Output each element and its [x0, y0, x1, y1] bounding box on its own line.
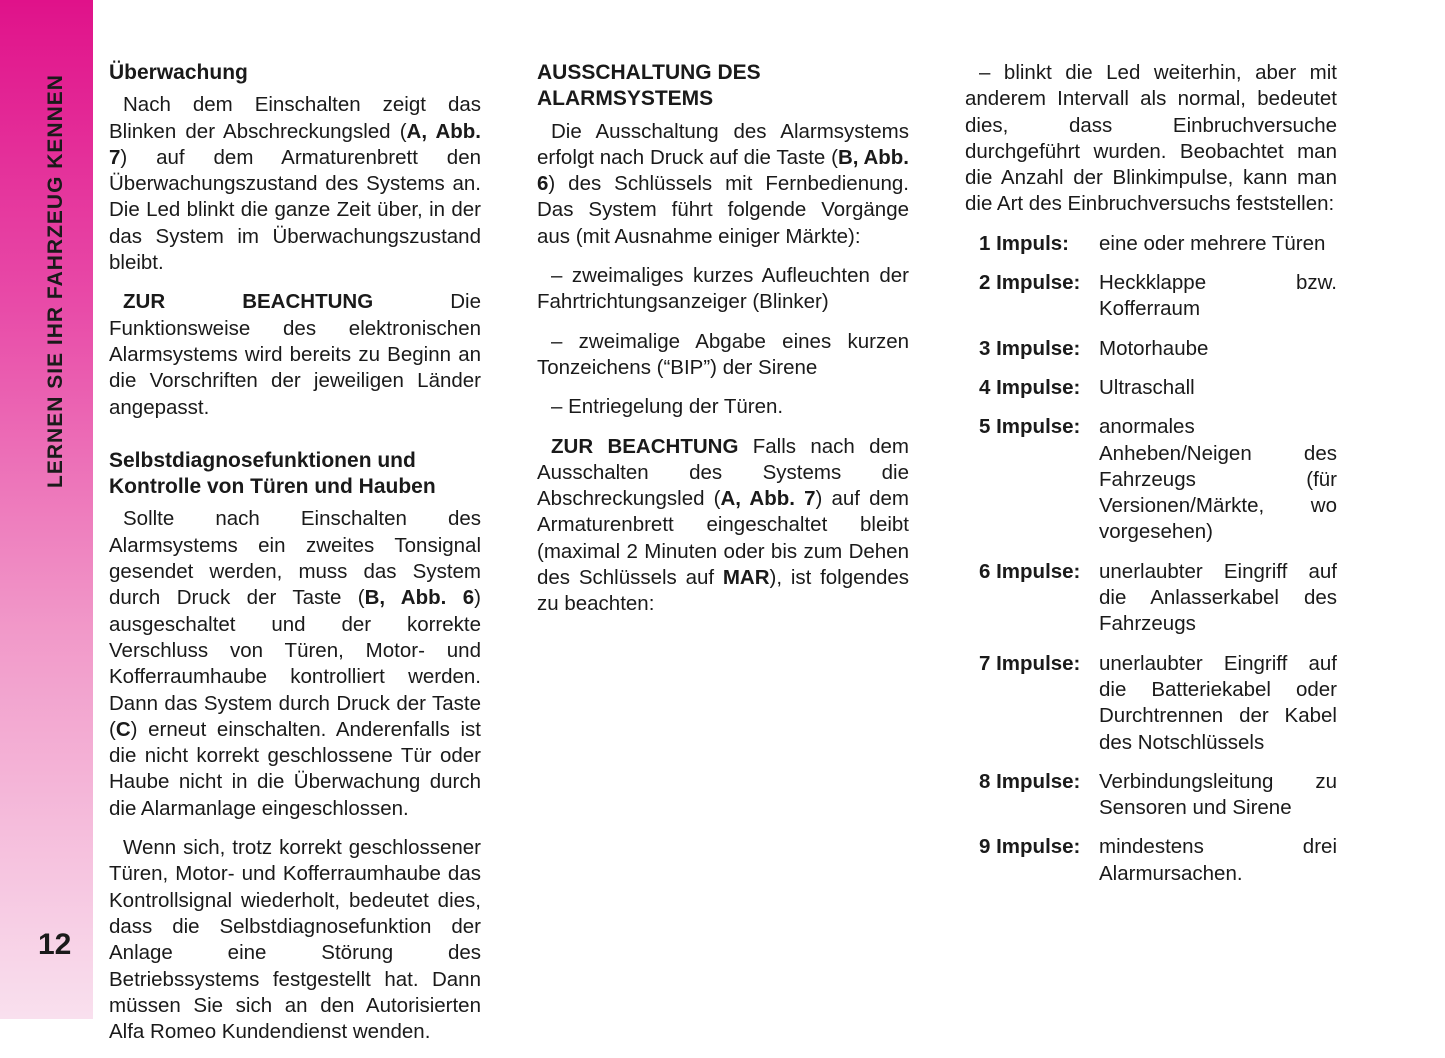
paragraph-ausschaltung: Die Ausschaltung des Alarmsystems erfolgt nach Druck auf die Taste (B, Abb. 6) des Schlüssels mit Fernbedienung. Das System führt folgende Vorgänge aus (mit Ausnahme einiger Märkte): [537, 119, 909, 248]
impulse-label: 5 Impulse: [979, 415, 1081, 439]
heading-ueberwachung: Überwachung [109, 61, 248, 84]
impulse-label: 4 Impulse: [979, 375, 1081, 399]
paragraph-selbstdiagnose: Sollte nach Einschalten des Alarmsystems ein zweites Tonsignal gesendet werden, muss das System durch Druck der Taste (B, Abb. 6) ausgeschaltet und der korrekte Verschluss von Türen, Motor- und Kofferraumhaube kontrolliert werden. Dann das System durch Druck der Taste (C) erneut einschalten. Anderenfalls ist die nicht korrekt geschlossene Tür oder Haube nicht in die Überwachung durch die Alarmanlage eingeschlossen. [109, 507, 481, 820]
impulse-row [965, 231, 1337, 257]
note-label: ZUR BEACHTUNG [123, 290, 374, 314]
column-right [965, 60, 1337, 900]
impulse-label: 1 Impuls: [979, 231, 1069, 255]
button-ref: C [115, 717, 131, 741]
heading-selbstdiagnose: Selbstdiagnosefunktionen und Kontrolle von Türen und Hauben [109, 448, 436, 499]
impulse-row [965, 769, 1337, 822]
impulse-desc: Motorhaube [1099, 336, 1209, 360]
impulse-label: 8 Impulse: [979, 769, 1081, 793]
impulse-label: 7 Impulse: [979, 651, 1081, 675]
section-title: LERNEN SIE IHR FAHRZEUG KENNEN [44, 74, 67, 488]
impulse-row [965, 651, 1337, 756]
note-label: ZUR BEACHTUNG [551, 434, 739, 458]
impulse-desc: anormales Anheben/Neigen des Fahrzeugs (für Versionen/Märkte, wo vorgesehen) [1099, 415, 1337, 544]
paragraph-ueberwachung: Nach dem Einschalten zeigt das Blinken der Abschreckungsled (A, Abb. 7) auf dem Armaturenbrett den Überwachungszustand des Systems an. Die Led blinkt die ganze Zeit über, in der das System im Überwachungszustand bleibt. [109, 93, 481, 275]
impulse-row [965, 559, 1337, 638]
column-left [109, 60, 481, 1058]
figure-ref: B, Abb. 6 [537, 145, 909, 196]
impulse-label: 6 Impulse: [979, 559, 1081, 583]
impulse-desc: unerlaubter Eingriff auf die Anlasserkabel des Fahrzeugs [1099, 559, 1337, 636]
impulse-list [965, 231, 1337, 887]
impulse-label: 9 Impulse: [979, 835, 1081, 859]
impulse-desc: Verbindungsleitung zu Sensoren und Sirene [1099, 769, 1337, 820]
figure-ref: B, Abb. 6 [364, 586, 475, 610]
impulse-row [965, 375, 1337, 401]
side-color-bar [0, 0, 93, 1019]
list-item-sirene: – zweimalige Abgabe eines kurzen Tonzeichens (“BIP”) der Sirene [537, 329, 909, 379]
impulse-row [965, 834, 1337, 887]
impulse-desc: Ultraschall [1099, 375, 1195, 399]
note-paragraph: ZUR BEACHTUNG Die Funktionsweise des elektronischen Alarmsystems wird bereits zu Beginn an die Vorschriften der jeweiligen Länder angepasst. [109, 290, 481, 419]
impulse-row [965, 336, 1337, 362]
figure-ref: A, Abb. 7 [720, 487, 816, 511]
impulse-row [965, 414, 1337, 545]
column-middle [537, 60, 909, 631]
impulse-desc: eine oder mehrere Türen [1099, 231, 1326, 255]
figure-ref: A, Abb. 7 [109, 119, 481, 169]
impulse-label: 3 Impulse: [979, 336, 1081, 360]
impulse-label: 2 Impulse: [979, 271, 1081, 295]
impulse-row [965, 270, 1337, 323]
impulse-desc: unerlaubter Eingriff auf die Batteriekabel oder Durchtrennen der Kabel des Notschlüssels [1099, 651, 1337, 754]
impulse-desc: mindestens drei Alarmursachen. [1099, 835, 1337, 885]
page-number: 12 [38, 928, 72, 961]
note-paragraph: ZUR BEACHTUNG Falls nach dem Ausschalten des Systems die Abschreckungsled (A, Abb. 7) auf dem Armaturenbrett eingeschaltet bleibt (maximal 2 Minuten oder bis zum Dehen des Schlüssels auf MAR), ist folgendes zu beachten: [537, 434, 909, 616]
list-item-entriegelung: – Entriegelung der Türen. [551, 395, 784, 419]
impulse-desc: Heckklappe bzw. Kofferraum [1099, 271, 1337, 321]
paragraph-blinkimpulse: – blinkt die Led weiterhin, aber mit anderem Intervall als normal, bedeutet dies, dass Einbruchversuche durchgeführt wurden. Beobachtet man die Anzahl der Blinkimpulse, kann man die Art des Einbruchversuchs feststellen: [965, 61, 1337, 216]
list-item-blinker: – zweimaliges kurzes Aufleuchten der Fahrtrichtungsanzeiger (Blinker) [537, 264, 909, 314]
key-position: MAR [722, 566, 770, 590]
paragraph-kontrollsignal: Wenn sich, trotz korrekt geschlossener Türen, Motor- und Kofferraumhaube das Kontrollsignal wiederholt, bedeutet dies, dass die Selbstdiagnosefunktion der Anlage eine Störung des Betriebssystems festgestellt hat. Dann müssen Sie sich an den Autorisierten Alfa Romeo Kundendienst wenden. [109, 836, 481, 1044]
heading-ausschaltung: AUSSCHALTUNG DES ALARMSYSTEMS [537, 61, 761, 111]
